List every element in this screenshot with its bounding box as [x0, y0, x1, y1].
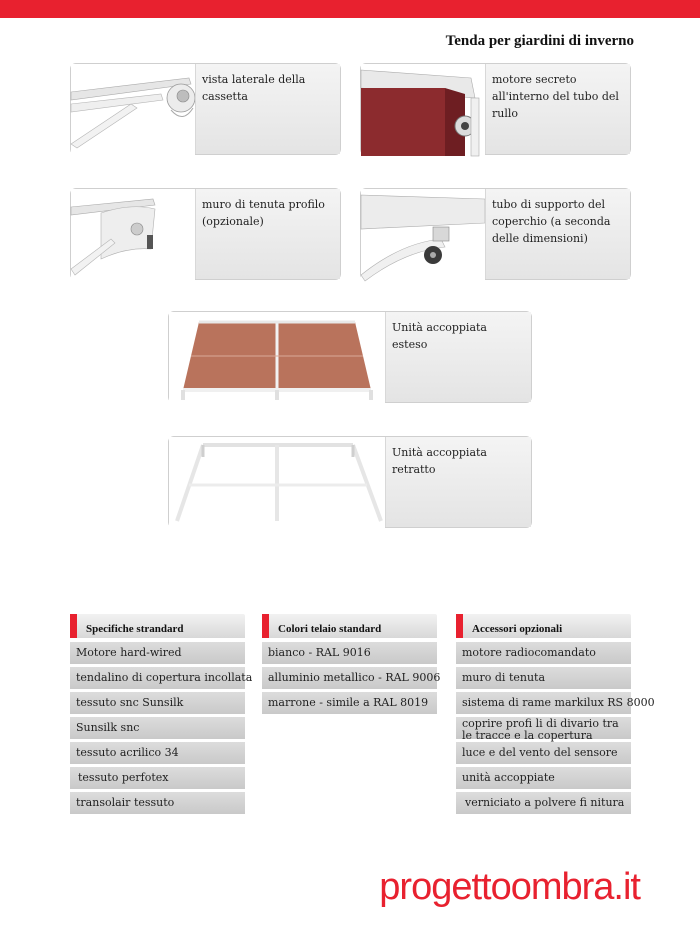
cassette-side-view-image [71, 64, 195, 154]
cover-support-tube-image [361, 189, 485, 279]
coupled-unit-extended-image [169, 312, 385, 402]
table-row: bianco - RAL 9016 [262, 642, 437, 664]
table-header [262, 614, 437, 638]
feature-card-description: vista laterale della cassetta [195, 64, 340, 154]
feature-card-wall-seal [70, 188, 341, 280]
table-title: Accessori opzionali [472, 623, 563, 635]
optional-accessories-table [456, 614, 655, 814]
table-header [456, 614, 631, 638]
roller-tube-motor-image [361, 64, 485, 154]
top-accent-bar [0, 0, 700, 18]
table-row: unità accoppiate [456, 767, 631, 789]
feature-card-cassette-side [70, 63, 341, 155]
table-row: sistema di rame markilux RS 8000 [456, 692, 631, 714]
table-row: alluminio metallico - RAL 9006 [262, 667, 437, 689]
feature-card-description: Unità accoppiata retratto [385, 437, 531, 527]
coupled-unit-retracted-image [169, 437, 385, 527]
table-row: muro di tenuta [456, 667, 631, 689]
feature-card-extended [168, 311, 532, 403]
table-row: tendalino di copertura incollata [70, 667, 245, 689]
table-row: tessuto perfotex [70, 767, 245, 789]
table-row: verniciato a polvere fi nitura [456, 792, 631, 814]
table-row: coprire profi li di divario tra le tracce e la copertura [456, 717, 631, 739]
red-marker [262, 614, 269, 638]
table-row: Motore hard-wired [70, 642, 245, 664]
standard-specs-table [70, 614, 253, 814]
table-row: motore radiocomandato [456, 642, 631, 664]
feature-card-description: muro di tenuta profilo (opzionale) [195, 189, 340, 279]
feature-card-description: Unità accoppiata esteso [385, 312, 531, 402]
table-row: tessuto acrilico 34 [70, 742, 245, 764]
table-title: Specifiche strandard [86, 623, 184, 635]
brand-logo: progettoombra.it [379, 866, 640, 908]
red-marker [456, 614, 463, 638]
table-row: luce e del vento del sensore [456, 742, 631, 764]
feature-card-description: motore secreto all'interno del tubo del rullo [485, 64, 630, 154]
feature-card-motor [360, 63, 631, 155]
table-row: tessuto snc Sunsilk [70, 692, 245, 714]
feature-card-retracted [168, 436, 532, 528]
wall-seal-profile-image [71, 189, 195, 279]
table-title: Colori telaio standard [278, 623, 382, 635]
feature-card-description: tubo di supporto del coperchio (a seconda delle dimensioni) [485, 189, 630, 279]
table-row: transolair tessuto [70, 792, 245, 814]
table-header [70, 614, 245, 638]
red-marker [70, 614, 77, 638]
frame-colors-table [262, 614, 441, 714]
feature-card-support-tube [360, 188, 631, 280]
table-row: Sunsilk snc [70, 717, 245, 739]
page-title: Tenda per giardini di inverno [445, 33, 634, 49]
table-row: marrone - simile a RAL 8019 [262, 692, 437, 714]
